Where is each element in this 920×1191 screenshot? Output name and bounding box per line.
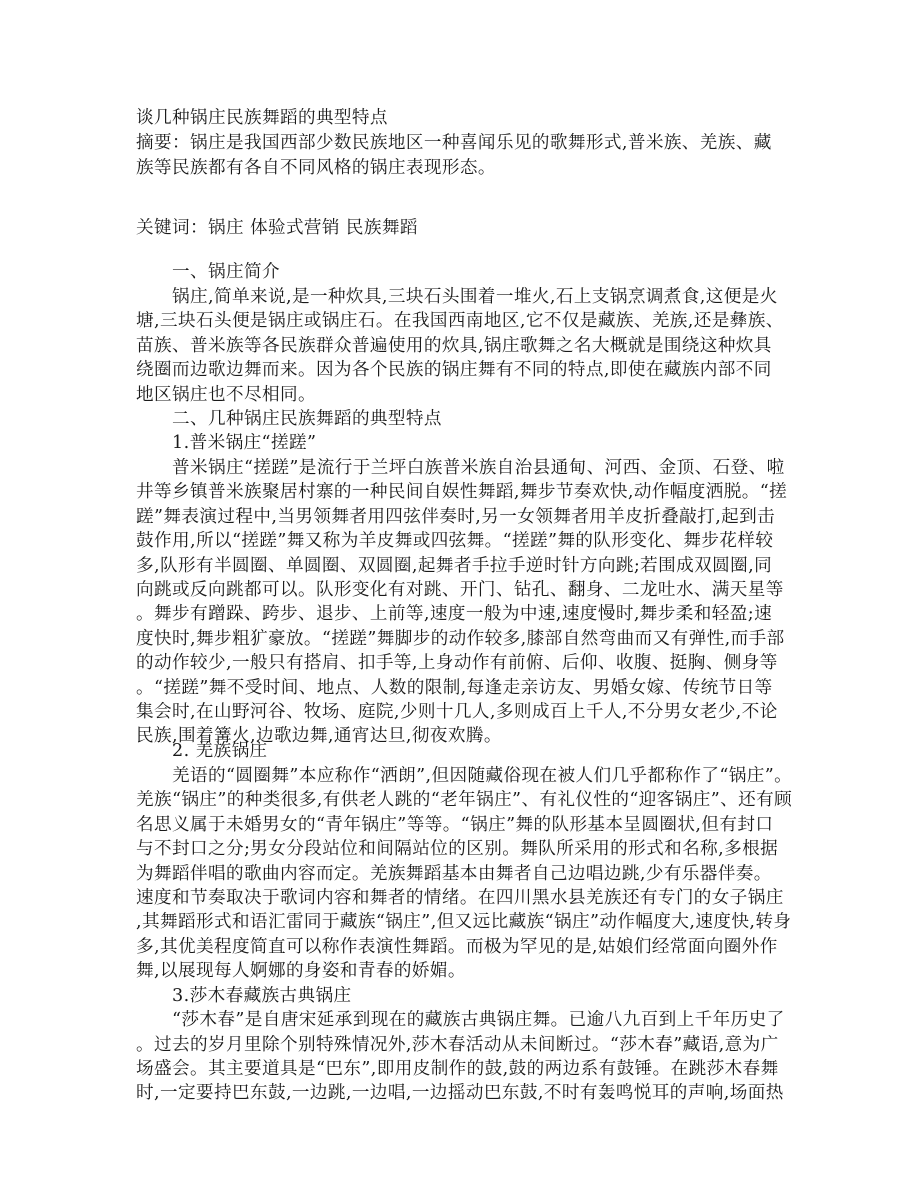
paragraph-line: 苗族、普米族等各民族群众普遍使用的炊具,锅庄歌舞之名大概就是围绕这种炊具 (136, 336, 772, 356)
paragraph-line: 井等乡镇普米族聚居村寨的一种民间自娱性舞蹈,舞步节奏欢快,动作幅度洒脱。“搓 (136, 482, 788, 502)
paragraph-line: 向跳或反向跳都可以。队形变化有对跳、开门、钻孔、翻身、二龙吐水、满天星等 (136, 580, 784, 600)
paragraph-line: 与不封口之分;男女分段站位和间隔站位的区别。舞队所采用的形式和名称,多根据 (136, 839, 779, 859)
paragraph-line: 度快时,舞步粗犷豪放。“搓蹉”舞脚步的动作较多,膝部自然弯曲而又有弹性,而手部 (136, 629, 785, 649)
abstract-line: 族等民族都有各自不同风格的锅庄表现形态。 (136, 158, 496, 178)
paragraph-line: 羌族“锅庄”的种类很多,有供老人跳的“老年锅庄”、有礼仪性的“迎客锅庄”、还有顾 (136, 790, 793, 810)
paragraph-line: 时,一定要持巴东鼓,一边跳,一边唱,一边摇动巴东鼓,不时有轰鸣悦耳的声响,场面热 (136, 1083, 784, 1103)
paragraph-line: 多,其优美程度简直可以称作表演性舞蹈。而极为罕见的是,姑娘们经常面向圈外作 (136, 937, 778, 957)
keywords: 关键词：锅庄 体验式营销 民族舞蹈 (136, 218, 418, 238)
paragraph-line: 为舞蹈伴唱的歌曲内容而定。羌族舞蹈基本由舞者自己边唱边跳,少有乐器伴奏。 (136, 864, 772, 884)
paragraph-line: 集会时,在山野河谷、牧场、庭院,少则十几人,多则成百上千人,不分男女老少,不论 (136, 702, 778, 722)
paragraph-line: 鼓作用,所以“搓蹉”舞又称为羊皮舞或四弦舞。“搓蹉”舞的队形变化、舞步花样较 (136, 531, 774, 551)
paragraph-line: 名思义属于未婚男女的“青年锅庄”等等。“锅庄”舞的队形基本呈圆圈状,但有封口 (136, 815, 774, 835)
abstract-line: 摘要：锅庄是我国西部少数民族地区一种喜闻乐见的歌舞形式,普米族、羌族、藏 (136, 133, 772, 153)
paragraph-line: 塘,三块石头便是锅庄或锅庄石。在我国西南地区,它不仅是藏族、羌族,还是彝族、 (136, 311, 784, 331)
paragraph-line: 多,队形有半圆圈、单圆圈、双圆圈,起舞者手拉手逆时针方向跳;若围成双圆圈,同 (136, 556, 773, 576)
paragraph-line: 绕圈而边歌边舞而来。因为各个民族的锅庄舞有不同的特点,即使在藏族内部不同 (136, 360, 772, 380)
subsection-heading: 1.普米锅庄“搓蹉” (172, 433, 317, 453)
subsection-heading: 2. 羌族锅庄 (172, 741, 268, 761)
paragraph-line: 锅庄,简单来说,是一种炊具,三块石头围着一堆火,石上支锅烹调煮食,这便是火 (172, 287, 778, 307)
paragraph-line: “莎木春”是自唐宋延承到现在的藏族古典锅庄舞。已逾八九百到上千年历史了 (172, 1010, 785, 1030)
paragraph-line: 蹉”舞表演过程中,当男领舞者用四弦伴奏时,另一女领舞者用羊皮折叠敲打,起到击 (136, 507, 776, 527)
paragraph-line: 民族,围着篝火,边歌边舞,通宵达旦,彻夜欢腾。 (136, 726, 502, 746)
paragraph-line: 羌语的“圆圈舞”本应称作“洒朗”,但因随藏俗现在被人们几乎都称作了“锅庄”。 (172, 766, 793, 786)
paragraph-line: 速度和节奏取决于歌词内容和舞者的情绪。在四川黑水县羌族还有专门的女子锅庄 (136, 888, 784, 908)
section-heading: 一、锅庄简介 (172, 262, 280, 282)
paragraph-line: 。舞步有蹭跺、跨步、退步、上前等,速度一般为中速,速度慢时,舞步柔和轻盈;速 (136, 604, 773, 624)
paragraph-line: 舞,以展现每人婀娜的身姿和青春的娇媚。 (136, 961, 466, 981)
paragraph-line: 地区锅庄也不尽相同。 (136, 385, 316, 405)
section-heading: 二、几种锅庄民族舞蹈的典型特点 (172, 409, 442, 429)
paragraph-line: 普米锅庄“搓蹉”是流行于兰坪白族普米族自治县通甸、河西、金顶、石登、啦 (172, 458, 785, 478)
paragraph-line: 。过去的岁月里除个别特殊情况外,莎木春活动从未间断过。“莎木春”藏语,意为广 (136, 1035, 779, 1055)
paragraph-line: ,其舞蹈形式和语汇雷同于藏族“锅庄”,但又远比藏族“锅庄”动作幅度大,速度快,转身 (136, 912, 792, 932)
paragraph-line: 。“搓蹉”舞不受时间、地点、人数的限制,每逢走亲访友、男婚女嫁、传统节日等 (136, 678, 773, 698)
subsection-heading: 3.莎木春藏族古典锅庄 (172, 986, 352, 1006)
paragraph-line: 的动作较少,一般只有搭肩、扣手等,上身动作有前俯、后仰、收腹、挺胸、侧身等 (136, 653, 778, 673)
document-title: 谈几种锅庄民族舞蹈的典型特点 (136, 108, 388, 128)
paragraph-line: 场盛会。其主要道具是“巴东”,即用皮制作的鼓,鼓的两边系有鼓锤。在跳莎木春舞 (136, 1059, 779, 1079)
